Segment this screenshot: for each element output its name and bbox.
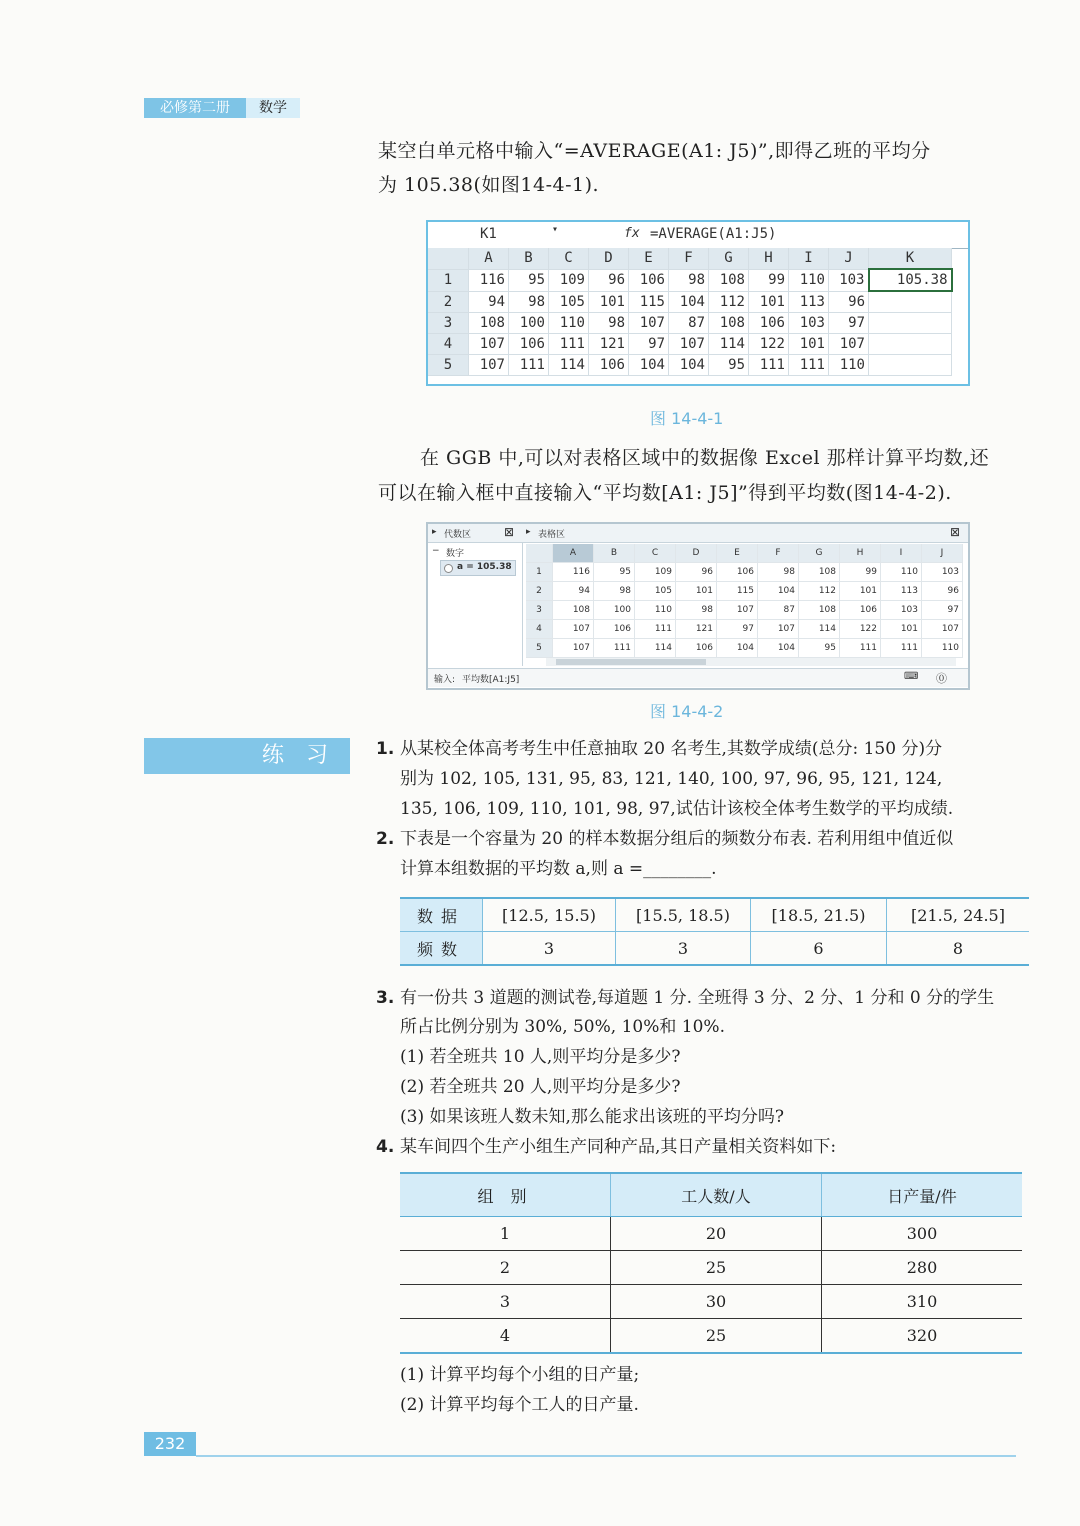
cell: 107: [553, 620, 594, 639]
cell: 122: [749, 334, 789, 355]
cell: 110: [549, 313, 589, 334]
column-header: J: [829, 248, 869, 269]
cell: 99: [840, 563, 881, 582]
algebra-panel-title: 代数区: [444, 530, 472, 540]
footer-rule: [196, 1455, 1016, 1457]
cell: 96: [589, 269, 629, 291]
ggb-screenshot: [426, 522, 970, 690]
column-header: F: [758, 544, 799, 563]
cell: 109: [635, 563, 676, 582]
cell: [869, 355, 952, 376]
cell: 107: [922, 620, 963, 639]
cell: 1: [400, 1217, 611, 1251]
column-header-row: [526, 544, 963, 563]
cell: 98: [669, 269, 709, 291]
cell: 310: [822, 1285, 1023, 1319]
cell: 101: [589, 291, 629, 313]
cell: 122: [840, 620, 881, 639]
cell: 98: [676, 601, 717, 620]
cell: 96: [829, 291, 869, 313]
cell: 104: [629, 355, 669, 376]
cell: 111: [635, 620, 676, 639]
table-row: [400, 1251, 1022, 1285]
row-header: 3: [428, 313, 469, 334]
table-row: [526, 639, 963, 658]
cell: 96: [922, 582, 963, 601]
interval-cell: [15.5, 18.5): [616, 898, 751, 932]
cell: 101: [749, 291, 789, 313]
ggb-line-1: 在 GGB 中,可以对表格区域中的数据像 Excel 那样计算平均数,还: [420, 447, 990, 469]
formula-bar: [428, 222, 968, 249]
input-field[interactable]: 平均数[A1:J5]: [462, 675, 520, 685]
cell: 103: [881, 601, 922, 620]
cell: 108: [799, 563, 840, 582]
cell: 280: [822, 1251, 1023, 1285]
cell: 111: [749, 355, 789, 376]
column-header: D: [676, 544, 717, 563]
algebra-object[interactable]: [440, 560, 516, 576]
cell: 96: [676, 563, 717, 582]
cell: 107: [629, 313, 669, 334]
table-row: [400, 898, 1029, 932]
cell: 101: [789, 334, 829, 355]
interval-cell: [12.5, 15.5): [483, 898, 616, 932]
cell: 113: [789, 291, 829, 313]
cell: 114: [799, 620, 840, 639]
column-header: 工人数/人: [611, 1173, 822, 1217]
help-icon[interactable]: ⓪: [936, 672, 947, 685]
row-label: 数据: [400, 898, 483, 932]
table-row: [526, 620, 963, 639]
table-row: [428, 334, 952, 355]
cell: 114: [709, 334, 749, 355]
cell: 107: [669, 334, 709, 355]
cell: 105: [635, 582, 676, 601]
cell: 104: [669, 291, 709, 313]
count-cell: 3: [483, 932, 616, 966]
figure-caption-2: 图 14-4-2: [650, 702, 724, 721]
q3-sub-1: (1) 若全班共 10 人,则平均分是多少?: [400, 1047, 681, 1067]
cell: 106: [676, 639, 717, 658]
production-table: [400, 1172, 1022, 1354]
q4-line-1: 某车间四个生产小组生产同种产品,其日产量相关资料如下:: [400, 1137, 837, 1157]
cell: 25: [611, 1251, 822, 1285]
column-header: E: [717, 544, 758, 563]
row-header: 5: [428, 355, 469, 376]
row-header: 1: [428, 269, 469, 291]
keyboard-icon[interactable]: ⌨: [904, 671, 919, 682]
row-header: 2: [526, 582, 553, 601]
q1-number: 1.: [376, 739, 395, 759]
triangle-icon: ▸: [526, 527, 531, 537]
cell: 111: [881, 639, 922, 658]
horizontal-scrollbar[interactable]: [546, 658, 956, 666]
cell: 107: [469, 355, 509, 376]
cell: 98: [758, 563, 799, 582]
count-cell: 8: [887, 932, 1030, 966]
formula-text: =AVERAGE(A1:J5): [650, 226, 777, 242]
cell: 98: [589, 313, 629, 334]
q2-number: 2.: [376, 829, 395, 849]
column-header: B: [594, 544, 635, 563]
cell: 108: [799, 601, 840, 620]
column-header: A: [553, 544, 594, 563]
cell: 107: [829, 334, 869, 355]
cell: 97: [829, 313, 869, 334]
cell: 95: [799, 639, 840, 658]
input-label: 输入:: [434, 675, 456, 685]
cell: 114: [549, 355, 589, 376]
cell: 108: [553, 601, 594, 620]
table-row: [526, 582, 963, 601]
column-header: I: [881, 544, 922, 563]
dropdown-icon: ▾: [552, 224, 559, 235]
cell: 100: [594, 601, 635, 620]
table-row: [400, 1285, 1022, 1319]
cell: 94: [553, 582, 594, 601]
row-header: 3: [526, 601, 553, 620]
cell: 95: [709, 355, 749, 376]
q3-line-1: 有一份共 3 道题的测试卷,每道题 1 分. 全班得 3 分、2 分、1 分和 0 分的学生: [400, 988, 995, 1008]
column-header: H: [749, 248, 789, 269]
table-header-row: [400, 1173, 1022, 1217]
cell: 121: [589, 334, 629, 355]
cell: 100: [509, 313, 549, 334]
cell: 106: [749, 313, 789, 334]
q1-line-1: 从某校全体高考考生中任意抽取 20 名考生,其数学成绩(总分: 150 分)分: [400, 739, 943, 759]
cell: 114: [635, 639, 676, 658]
cell: 116: [469, 269, 509, 291]
cell: [869, 313, 952, 334]
book-title: 必修第二册: [144, 98, 246, 118]
row-header: 5: [526, 639, 553, 658]
figure-caption-1: 图 14-4-1: [650, 409, 724, 428]
exercise-banner: 练习: [144, 738, 350, 774]
row-label: 频数: [400, 932, 483, 966]
cell: 106: [589, 355, 629, 376]
cell: 106: [717, 563, 758, 582]
cell: 101: [676, 582, 717, 601]
collapse-icon[interactable]: −: [432, 546, 440, 556]
column-header: C: [635, 544, 676, 563]
cell: 101: [881, 620, 922, 639]
algebra-panel: [428, 542, 523, 666]
cell: 95: [509, 269, 549, 291]
cell: 111: [509, 355, 549, 376]
column-header: E: [629, 248, 669, 269]
cell: 115: [629, 291, 669, 313]
column-header: A: [469, 248, 509, 269]
input-bar: [428, 668, 968, 687]
row-header: 2: [428, 291, 469, 313]
column-header: K: [869, 248, 952, 269]
cell: 110: [789, 269, 829, 291]
row-header: 1: [526, 563, 553, 582]
algebra-value: a = 105.38: [457, 562, 512, 572]
column-header: D: [589, 248, 629, 269]
table-row: [428, 313, 952, 334]
interval-cell: [21.5, 24.5]: [887, 898, 1030, 932]
column-header: H: [840, 544, 881, 563]
q3-line-2: 所占比例分别为 30%, 50%, 10%和 10%.: [400, 1017, 725, 1037]
category-label: 数字: [446, 549, 465, 559]
cell: 112: [799, 582, 840, 601]
cell: 111: [549, 334, 589, 355]
cell: 4: [400, 1319, 611, 1354]
q1-line-2: 别为 102, 105, 131, 95, 83, 121, 140, 100, 97, 96, 95, 121, 124,: [400, 769, 943, 789]
scrollbar-thumb[interactable]: [556, 659, 706, 665]
cell: 98: [509, 291, 549, 313]
cell: 25: [611, 1319, 822, 1354]
spreadsheet-panel-title: 表格区: [538, 530, 566, 540]
cell: 95: [594, 563, 635, 582]
triangle-icon: ▸: [432, 527, 437, 537]
cell: 101: [840, 582, 881, 601]
cell: 107: [469, 334, 509, 355]
column-header: J: [922, 544, 963, 563]
close-icon[interactable]: ⊠: [504, 525, 515, 539]
cell: 20: [611, 1217, 822, 1251]
cell: 108: [709, 313, 749, 334]
cell: 105: [549, 291, 589, 313]
cell: 107: [553, 639, 594, 658]
column-header: B: [509, 248, 549, 269]
table-row: [400, 1319, 1022, 1354]
column-header: G: [799, 544, 840, 563]
cell: 108: [469, 313, 509, 334]
cell: [869, 291, 952, 313]
subject-title: 数学: [246, 98, 300, 118]
column-header: 日产量/件: [822, 1173, 1023, 1217]
cell: 106: [840, 601, 881, 620]
page-number: 232: [144, 1432, 196, 1456]
table-row: [526, 563, 963, 582]
cell: 104: [669, 355, 709, 376]
q1-line-3: 135, 106, 109, 110, 101, 98, 97,试估计该校全体考生数学的平均成绩.: [400, 799, 954, 819]
excel-grid: [428, 248, 953, 376]
corner-cell: [526, 544, 553, 563]
cell: 3: [400, 1285, 611, 1319]
cell: 109: [549, 269, 589, 291]
cell: 104: [717, 639, 758, 658]
q2-line-2: 计算本组数据的平均数 a,则 a =________.: [400, 859, 717, 879]
cell: 106: [594, 620, 635, 639]
close-icon[interactable]: ⊠: [950, 525, 961, 539]
interval-cell: [18.5, 21.5): [751, 898, 887, 932]
cell: 30: [611, 1285, 822, 1319]
column-header: C: [549, 248, 589, 269]
cell: 108: [709, 269, 749, 291]
row-header: 4: [428, 334, 469, 355]
corner-cell: [428, 248, 469, 269]
cell: 121: [676, 620, 717, 639]
intro-line-1: 某空白单元格中输入“=AVERAGE(A1: J5)”,即得乙班的平均分: [378, 140, 931, 162]
cell: 97: [629, 334, 669, 355]
cell: 104: [758, 582, 799, 601]
q4-sub-1: (1) 计算平均每个小组的日产量;: [400, 1365, 640, 1385]
cell: 103: [922, 563, 963, 582]
q4-sub-2: (2) 计算平均每个工人的日产量.: [400, 1395, 639, 1415]
q3-number: 3.: [376, 988, 395, 1008]
cell: 110: [635, 601, 676, 620]
table-row: [428, 355, 952, 376]
q3-sub-2: (2) 若全班共 20 人,则平均分是多少?: [400, 1077, 681, 1097]
frequency-table: [400, 897, 1029, 966]
table-row: [400, 932, 1029, 966]
cell: 111: [840, 639, 881, 658]
cell: 99: [749, 269, 789, 291]
table-row: [428, 269, 952, 291]
table-row: [400, 1217, 1022, 1251]
cell: 300: [822, 1217, 1023, 1251]
fx-icon: fx: [624, 226, 640, 241]
cell: 107: [758, 620, 799, 639]
cell: 2: [400, 1251, 611, 1285]
column-header: F: [669, 248, 709, 269]
cell: 320: [822, 1319, 1023, 1354]
intro-line-2: 为 105.38(如图14-4-1).: [378, 174, 600, 196]
cell: 103: [829, 269, 869, 291]
column-header: G: [709, 248, 749, 269]
column-header: 组 别: [400, 1173, 611, 1217]
count-cell: 6: [751, 932, 887, 966]
ggb-line-2: 可以在输入框中直接输入“平均数[A1: J5]”得到平均数(图14-4-2).: [378, 482, 952, 504]
table-row: [526, 601, 963, 620]
excel-screenshot: [426, 220, 970, 386]
cell: 94: [469, 291, 509, 313]
q2-line-1: 下表是一个容量为 20 的样本数据分组后的频数分布表. 若利用组中值近似: [400, 829, 954, 849]
count-cell: 3: [616, 932, 751, 966]
cell: 111: [789, 355, 829, 376]
cell: 106: [629, 269, 669, 291]
cell-reference: K1: [480, 226, 497, 242]
cell: 97: [717, 620, 758, 639]
cell: 87: [669, 313, 709, 334]
q4-number: 4.: [376, 1137, 395, 1157]
cell: 98: [594, 582, 635, 601]
cell: 87: [758, 601, 799, 620]
cell: 115: [717, 582, 758, 601]
cell: [869, 334, 952, 355]
cell: 112: [709, 291, 749, 313]
cell: 110: [922, 639, 963, 658]
cell: 113: [881, 582, 922, 601]
visibility-toggle-icon[interactable]: [444, 564, 453, 573]
table-row: [428, 291, 952, 313]
row-header: 4: [526, 620, 553, 639]
cell: 116: [553, 563, 594, 582]
q3-sub-3: (3) 如果该班人数未知,那么能求出该班的平均分吗?: [400, 1107, 785, 1127]
cell: 107: [717, 601, 758, 620]
cell: 110: [829, 355, 869, 376]
selected-cell-k1: 105.38: [869, 269, 952, 291]
cell: 106: [509, 334, 549, 355]
cell: 111: [594, 639, 635, 658]
cell: 104: [758, 639, 799, 658]
cell: 110: [881, 563, 922, 582]
ggb-grid: [526, 544, 963, 658]
column-header: I: [789, 248, 829, 269]
cell: 103: [789, 313, 829, 334]
column-header-row: [428, 248, 952, 269]
cell: 97: [922, 601, 963, 620]
